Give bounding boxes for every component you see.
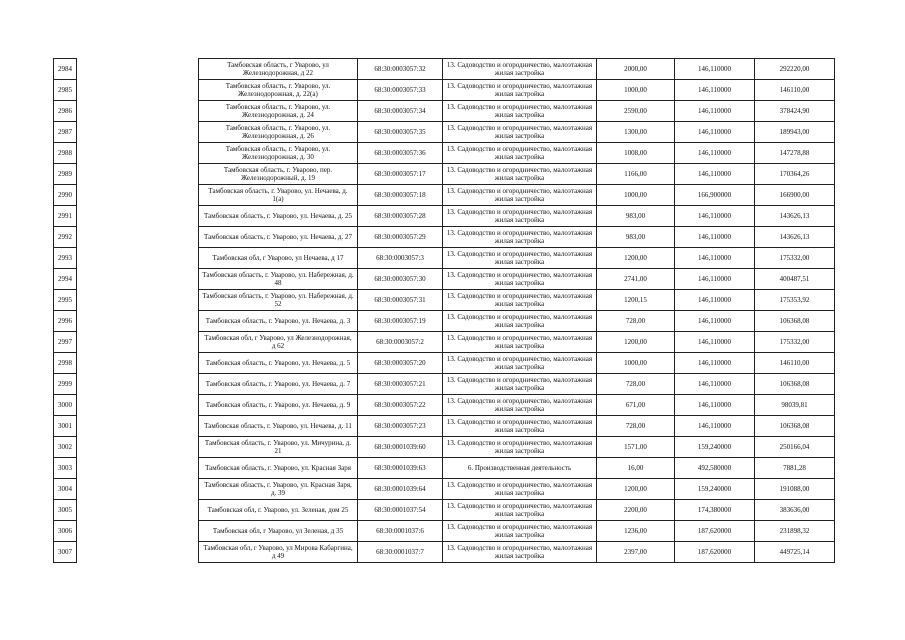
empty-cell	[77, 248, 199, 269]
land-use-cell: 13. Садоводство и огородничество, малоэтажная жилая застройка	[443, 227, 597, 248]
area-cell: 1200,00	[597, 332, 675, 353]
land-use-cell: 13. Садоводство и огородничество, малоэтажная жилая застройка	[443, 59, 597, 80]
cadastral-number-cell: 68:30:0001037:6	[358, 521, 443, 542]
table-row	[54, 164, 835, 185]
row-number: 3006	[54, 521, 77, 542]
cadastral-number-cell: 68:30:0003057:33	[358, 80, 443, 101]
address-cell: Тамбовская область, г. Уварово, ул. Нечаева, д. 3	[199, 311, 358, 332]
area-cell: 983,00	[597, 206, 675, 227]
area-cell: 2397,00	[597, 542, 675, 563]
address-cell: Тамбовская область, г. Уварово, пер. Железнодорожный, д. 19	[199, 164, 358, 185]
cadastral-number-cell: 68:30:0003057:35	[358, 122, 443, 143]
cadastral-value-cell: 7881,28	[755, 458, 835, 479]
row-number: 2997	[54, 332, 77, 353]
specific-value-cell: 187,620000	[675, 542, 755, 563]
cadastral-number-cell: 68:30:0003057:36	[358, 143, 443, 164]
address-cell: Тамбовская область, г. Уварово, ул. Набережная, д. 48	[199, 269, 358, 290]
area-cell: 2741,00	[597, 269, 675, 290]
table-row	[54, 353, 835, 374]
empty-cell	[77, 479, 199, 500]
row-number: 3007	[54, 542, 77, 563]
specific-value-cell: 146,110000	[675, 206, 755, 227]
land-use-cell: 13. Садоводство и огородничество, малоэтажная жилая застройка	[443, 143, 597, 164]
row-number: 3000	[54, 395, 77, 416]
specific-value-cell: 146,110000	[675, 416, 755, 437]
row-number: 3003	[54, 458, 77, 479]
empty-cell	[77, 80, 199, 101]
specific-value-cell: 146,110000	[675, 290, 755, 311]
empty-cell	[77, 395, 199, 416]
cadastral-number-cell: 68:30:0003057:28	[358, 206, 443, 227]
table-row	[54, 269, 835, 290]
empty-cell	[77, 206, 199, 227]
cadastral-number-cell: 68:30:0003057:31	[358, 290, 443, 311]
empty-cell	[77, 122, 199, 143]
empty-cell	[77, 290, 199, 311]
area-cell: 1200,00	[597, 479, 675, 500]
row-number: 2998	[54, 353, 77, 374]
specific-value-cell: 146,110000	[675, 374, 755, 395]
land-use-cell: 13. Садоводство и огородничество, малоэтажная жилая застройка	[443, 206, 597, 227]
area-cell: 1166,00	[597, 164, 675, 185]
cadastral-number-cell: 68:30:0003057:19	[358, 311, 443, 332]
address-cell: Тамбовская обл, г Уварово, ул Железнодорожная, д 62	[199, 332, 358, 353]
cadastral-value-cell: 143626,13	[755, 206, 835, 227]
cadastral-value-cell: 170364,26	[755, 164, 835, 185]
table-row	[54, 437, 835, 458]
cadastral-number-cell: 68:30:0003057:23	[358, 416, 443, 437]
address-cell: Тамбовская обл, г Уварово, ул Нечаева, д 17	[199, 248, 358, 269]
table-row	[54, 122, 835, 143]
empty-cell	[77, 185, 199, 206]
row-number: 3002	[54, 437, 77, 458]
table-row	[54, 185, 835, 206]
cadastral-number-cell: 68:30:0003057:22	[358, 395, 443, 416]
land-use-cell: 13. Садоводство и огородничество, малоэтажная жилая застройка	[443, 269, 597, 290]
cadastral-number-cell: 68:30:0001039:64	[358, 479, 443, 500]
row-number: 2986	[54, 101, 77, 122]
empty-cell	[77, 353, 199, 374]
cadastral-value-cell: 166900,00	[755, 185, 835, 206]
area-cell: 1008,00	[597, 143, 675, 164]
cadastral-number-cell: 68:30:0001037:7	[358, 542, 443, 563]
land-use-cell: 6. Производственная деятельность	[443, 458, 597, 479]
table-row	[54, 416, 835, 437]
specific-value-cell: 146,110000	[675, 80, 755, 101]
empty-cell	[77, 374, 199, 395]
table-row	[54, 542, 835, 563]
address-cell: Тамбовская область, г. Уварово, ул. Набережная, д. 52	[199, 290, 358, 311]
table-row	[54, 479, 835, 500]
land-use-cell: 13. Садоводство и огородничество, малоэтажная жилая застройка	[443, 311, 597, 332]
row-number: 2995	[54, 290, 77, 311]
cadastral-value-cell: 106368,08	[755, 311, 835, 332]
empty-cell	[77, 542, 199, 563]
address-cell: Тамбовская обл, г Уварово, ул Мирова Кабаргина, д 49	[199, 542, 358, 563]
row-number: 2991	[54, 206, 77, 227]
address-cell: Тамбовская область, г. Уварово, ул. Железнодорожная, д. 22(а)	[199, 80, 358, 101]
empty-cell	[77, 521, 199, 542]
table-row	[54, 458, 835, 479]
area-cell: 983,00	[597, 227, 675, 248]
row-number: 2988	[54, 143, 77, 164]
cadastral-number-cell: 68:30:0003057:34	[358, 101, 443, 122]
row-number: 3001	[54, 416, 77, 437]
table-row	[54, 521, 835, 542]
address-cell: Тамбовская область, г. Уварово, ул. Нечаева, д. 1(а)	[199, 185, 358, 206]
cadastral-number-cell: 68:30:0003057:3	[358, 248, 443, 269]
row-number: 2987	[54, 122, 77, 143]
empty-cell	[77, 101, 199, 122]
specific-value-cell: 174,380000	[675, 500, 755, 521]
empty-cell	[77, 164, 199, 185]
land-use-cell: 13. Садоводство и огородничество, малоэтажная жилая застройка	[443, 80, 597, 101]
empty-cell	[77, 437, 199, 458]
specific-value-cell: 146,110000	[675, 311, 755, 332]
cadastral-value-cell: 378424,90	[755, 101, 835, 122]
table-row	[54, 248, 835, 269]
row-number: 3005	[54, 500, 77, 521]
specific-value-cell: 146,110000	[675, 122, 755, 143]
cadastral-value-cell: 191088,00	[755, 479, 835, 500]
land-use-cell: 13. Садоводство и огородничество, малоэтажная жилая застройка	[443, 101, 597, 122]
address-cell: Тамбовская область, г. Уварово, ул. Железнодорожная, д. 24	[199, 101, 358, 122]
row-number: 2985	[54, 80, 77, 101]
cadastral-value-cell: 175353,92	[755, 290, 835, 311]
address-cell: Тамбовская область, г. Уварово, ул. Нечаева, д. 11	[199, 416, 358, 437]
area-cell: 1200,00	[597, 248, 675, 269]
area-cell: 728,00	[597, 374, 675, 395]
specific-value-cell: 146,110000	[675, 248, 755, 269]
row-number: 2989	[54, 164, 77, 185]
row-number: 2999	[54, 374, 77, 395]
area-cell: 2200,00	[597, 500, 675, 521]
address-cell: Тамбовская область, г. Уварово, ул. Железнодорожная, д. 26	[199, 122, 358, 143]
table-row	[54, 395, 835, 416]
specific-value-cell: 146,110000	[675, 269, 755, 290]
land-use-cell: 13. Садоводство и огородничество, малоэтажная жилая застройка	[443, 122, 597, 143]
row-number: 2984	[54, 59, 77, 80]
area-cell: 16,00	[597, 458, 675, 479]
cadastral-number-cell: 68:30:0003057:21	[358, 374, 443, 395]
empty-cell	[77, 500, 199, 521]
cadastral-number-cell: 68:30:0003057:29	[358, 227, 443, 248]
area-cell: 1000,00	[597, 185, 675, 206]
land-use-cell: 13. Садоводство и огородничество, малоэтажная жилая застройка	[443, 416, 597, 437]
area-cell: 1000,00	[597, 80, 675, 101]
specific-value-cell: 146,110000	[675, 164, 755, 185]
address-cell: Тамбовская область, г. Уварово, ул. Красная Заря, д. 39	[199, 479, 358, 500]
address-cell: Тамбовская область, г Уварово, ул Железнодорожная, д 22	[199, 59, 358, 80]
land-use-cell: 13. Садоводство и огородничество, малоэтажная жилая застройка	[443, 395, 597, 416]
cadastral-value-cell: 449725,14	[755, 542, 835, 563]
area-cell: 728,00	[597, 311, 675, 332]
table-row	[54, 500, 835, 521]
cadastral-number-cell: 68:30:0003057:2	[358, 332, 443, 353]
table-row	[54, 332, 835, 353]
specific-value-cell: 159,240000	[675, 479, 755, 500]
address-cell: Тамбовская область, г. Уварово, ул. Нечаева, д. 25	[199, 206, 358, 227]
specific-value-cell: 146,110000	[675, 227, 755, 248]
row-number: 3004	[54, 479, 77, 500]
table-row	[54, 206, 835, 227]
cadastral-value-cell: 400487,51	[755, 269, 835, 290]
land-use-cell: 13. Садоводство и огородничество, малоэтажная жилая застройка	[443, 521, 597, 542]
cadastral-value-cell: 146110,00	[755, 80, 835, 101]
table-row	[54, 80, 835, 101]
cadastral-value-cell: 143626,13	[755, 227, 835, 248]
land-use-cell: 13. Садоводство и огородничество, малоэтажная жилая застройка	[443, 353, 597, 374]
specific-value-cell: 146,110000	[675, 101, 755, 122]
cadastral-value-cell: 146110,00	[755, 353, 835, 374]
table-row	[54, 59, 835, 80]
table-body	[54, 59, 835, 563]
cadastral-number-cell: 68:30:0001039:60	[358, 437, 443, 458]
empty-cell	[77, 332, 199, 353]
address-cell: Тамбовская область, г. Уварово, ул. Нечаева, д. 5	[199, 353, 358, 374]
row-number: 2994	[54, 269, 77, 290]
specific-value-cell: 146,110000	[675, 332, 755, 353]
table-row	[54, 143, 835, 164]
empty-cell	[77, 227, 199, 248]
specific-value-cell: 146,110000	[675, 59, 755, 80]
land-use-cell: 13. Садоводство и огородничество, малоэтажная жилая застройка	[443, 185, 597, 206]
land-use-cell: 13. Садоводство и огородничество, малоэтажная жилая застройка	[443, 542, 597, 563]
area-cell: 1000,00	[597, 353, 675, 374]
table-row	[54, 227, 835, 248]
land-use-cell: 13. Садоводство и огородничество, малоэтажная жилая застройка	[443, 164, 597, 185]
address-cell: Тамбовская область, г. Уварово, ул. Мичурина, д. 21	[199, 437, 358, 458]
cadastral-value-cell: 106368,08	[755, 416, 835, 437]
cadastral-number-cell: 68:30:0003057:20	[358, 353, 443, 374]
cadastral-value-cell: 98039,81	[755, 395, 835, 416]
land-use-cell: 13. Садоводство и огородничество, малоэтажная жилая застройка	[443, 290, 597, 311]
cadastral-value-cell: 292220,00	[755, 59, 835, 80]
area-cell: 1200,15	[597, 290, 675, 311]
empty-cell	[77, 59, 199, 80]
cadastral-number-cell: 68:30:0003057:30	[358, 269, 443, 290]
table-row	[54, 311, 835, 332]
cadastral-value-cell: 250166,04	[755, 437, 835, 458]
cadastral-number-cell: 68:30:0003057:32	[358, 59, 443, 80]
address-cell: Тамбовская обл, г. Уварово, ул. Зеленая, дом 25	[199, 500, 358, 521]
cadastral-value-cell: 175332,00	[755, 248, 835, 269]
cadastral-value-cell: 106368,08	[755, 374, 835, 395]
empty-cell	[77, 416, 199, 437]
address-cell: Тамбовская область, г. Уварово, ул. Нечаева, д. 7	[199, 374, 358, 395]
specific-value-cell: 492,580000	[675, 458, 755, 479]
land-use-cell: 13. Садоводство и огородничество, малоэтажная жилая застройка	[443, 374, 597, 395]
area-cell: 671,00	[597, 395, 675, 416]
table-row	[54, 101, 835, 122]
empty-cell	[77, 458, 199, 479]
land-use-cell: 13. Садоводство и огородничество, малоэтажная жилая застройка	[443, 437, 597, 458]
table-row	[54, 374, 835, 395]
row-number: 2993	[54, 248, 77, 269]
land-use-cell: 13. Садоводство и огородничество, малоэтажная жилая застройка	[443, 332, 597, 353]
cadastral-value-cell: 231898,32	[755, 521, 835, 542]
empty-cell	[77, 143, 199, 164]
cadastral-number-cell: 68:30:0003057:17	[358, 164, 443, 185]
land-use-cell: 13. Садоводство и огородничество, малоэтажная жилая застройка	[443, 500, 597, 521]
area-cell: 1236,00	[597, 521, 675, 542]
specific-value-cell: 166,900000	[675, 185, 755, 206]
area-cell: 1300,00	[597, 122, 675, 143]
empty-cell	[77, 269, 199, 290]
specific-value-cell: 146,110000	[675, 143, 755, 164]
area-cell: 1571,00	[597, 437, 675, 458]
address-cell: Тамбовская обл, г Уварово, ул Зеленая, д 35	[199, 521, 358, 542]
cadastral-value-cell: 383636,00	[755, 500, 835, 521]
cadastral-value-table	[53, 58, 835, 563]
specific-value-cell: 146,110000	[675, 353, 755, 374]
cadastral-value-cell: 189943,00	[755, 122, 835, 143]
cadastral-value-cell: 147278,88	[755, 143, 835, 164]
row-number: 2990	[54, 185, 77, 206]
address-cell: Тамбовская область, г. Уварово, ул. Железнодорожная, д. 30	[199, 143, 358, 164]
area-cell: 2000,00	[597, 59, 675, 80]
area-cell: 728,00	[597, 416, 675, 437]
land-use-cell: 13. Садоводство и огородничество, малоэтажная жилая застройка	[443, 248, 597, 269]
row-number: 2992	[54, 227, 77, 248]
specific-value-cell: 146,110000	[675, 395, 755, 416]
specific-value-cell: 159,240000	[675, 437, 755, 458]
cadastral-value-cell: 175332,00	[755, 332, 835, 353]
cadastral-number-cell: 68:30:0001039:63	[358, 458, 443, 479]
cadastral-number-cell: 68:30:0003057:18	[358, 185, 443, 206]
address-cell: Тамбовская область, г. Уварово, ул. Красная Заря	[199, 458, 358, 479]
table-row	[54, 290, 835, 311]
cadastral-number-cell: 68:30:0001037:54	[358, 500, 443, 521]
land-use-cell: 13. Садоводство и огородничество, малоэтажная жилая застройка	[443, 479, 597, 500]
specific-value-cell: 187,620000	[675, 521, 755, 542]
address-cell: Тамбовская область, г. Уварово, ул. Нечаева, д. 27	[199, 227, 358, 248]
row-number: 2996	[54, 311, 77, 332]
address-cell: Тамбовская область, г. Уварово, ул. Нечаева, д. 9	[199, 395, 358, 416]
empty-cell	[77, 311, 199, 332]
area-cell: 2590,00	[597, 101, 675, 122]
